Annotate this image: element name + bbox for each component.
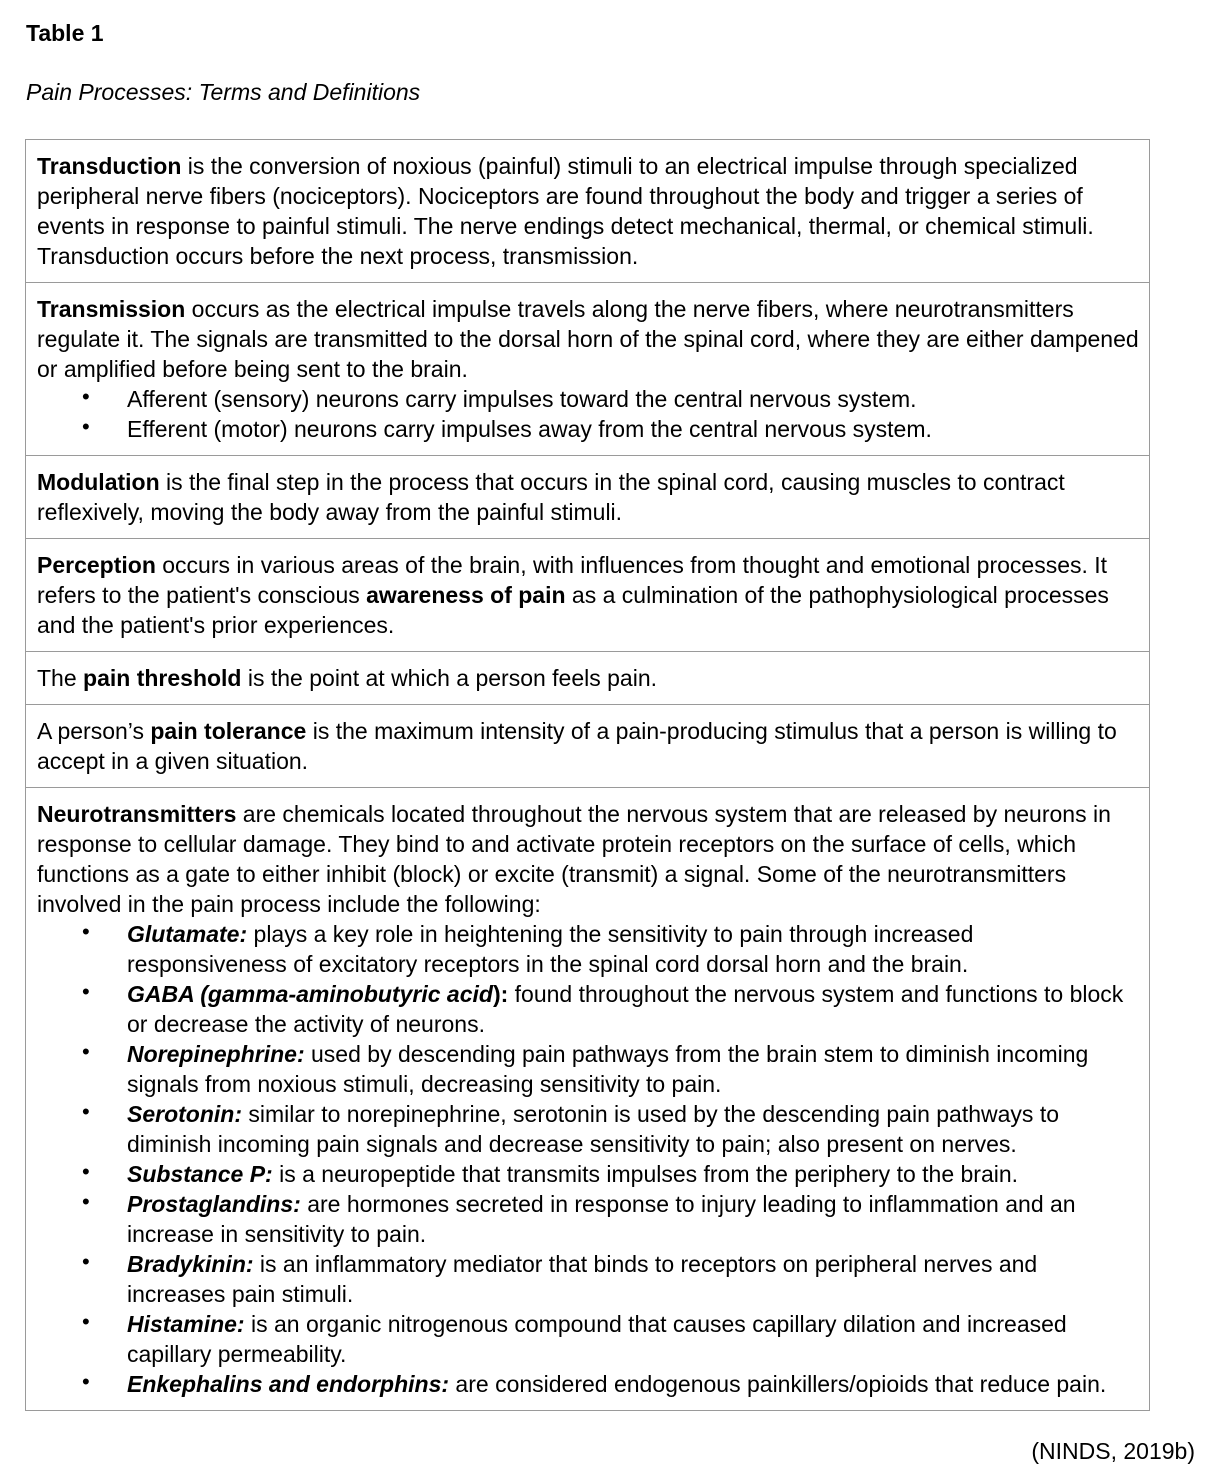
item-name: Bradykinin: [127, 1251, 254, 1277]
list-item-norepinephrine [37, 1039, 1139, 1099]
definition-neurotransmitters [37, 799, 1139, 919]
definition-transduction [37, 151, 1139, 271]
item-name: Serotonin: [127, 1101, 242, 1127]
item-desc: found throughout the nervous system and functions to block or decrease the activity of neurons. [127, 981, 1124, 1037]
table-row-transmission [26, 283, 1150, 456]
item-desc: similar to norepinephrine, serotonin is used by the descending pain pathways to diminish incoming pain signals and decrease sensitivity to pain; also present on nerves. [127, 1101, 1059, 1157]
item-desc: is an inflammatory mediator that binds to receptors on peripheral nerves and increases pain stimuli. [127, 1251, 1038, 1307]
term-perception: Perception [37, 552, 156, 578]
table-row-perception [26, 539, 1150, 652]
table-row-modulation [26, 456, 1150, 539]
neurotransmitter-list [37, 919, 1139, 1399]
definition-text: is the point at which a person feels pain. [241, 665, 658, 691]
table-row-transduction [26, 140, 1150, 283]
table-row-neurotransmitters [26, 788, 1150, 1411]
table-cell [26, 652, 1150, 705]
item-desc: plays a key role in heightening the sensitivity to pain through increased responsiveness of excitatory receptors in the spinal cord dorsal horn and the brain. [127, 921, 974, 977]
list-item-gaba [37, 979, 1139, 1039]
list-item-serotonin [37, 1099, 1139, 1159]
definition-text: occurs as the electrical impulse travels along the nerve fibers, where neurotransmitters regulate it. The signals are transmitted to the dorsal horn of the spinal cord, where they are either dampened or amplified before being sent to the brain. [37, 296, 1139, 382]
item-name: Substance P: [127, 1161, 273, 1187]
item-name: Enkephalins and endorphins: [127, 1371, 450, 1397]
definitions-table [25, 139, 1150, 1411]
citation: (NINDS, 2019b) [1031, 1438, 1195, 1464]
item-name: Histamine: [127, 1311, 245, 1337]
definition-text: as a culmination of the pathophysiological processes and the patient's prior experiences. [37, 582, 1109, 638]
list-item: • Afferent (sensory) neurons carry impulses toward the central nervous system. [37, 384, 1139, 414]
definition-text: is the maximum intensity of a pain-producing stimulus that a person is willing to accept in a given situation. [37, 718, 1117, 774]
definition-pain-threshold [37, 663, 1139, 693]
item-name-suffix: ): [492, 981, 509, 1007]
definition-prefix: A person’s [37, 718, 151, 744]
table-cell [26, 539, 1150, 652]
emphasis-awareness-of-pain: awareness of pain [366, 582, 566, 608]
term-neurotransmitters: Neurotransmitters [37, 801, 237, 827]
list-item-bradykinin [37, 1249, 1139, 1309]
item-name: Norepinephrine: [127, 1041, 305, 1067]
table-cell [26, 283, 1150, 456]
list-item-glutamate [37, 919, 1139, 979]
definition-text: is the conversion of noxious (painful) stimuli to an electrical impulse through specialized peripheral nerve fibers (nociceptors). Nociceptors are found throughout the body and trigger a series of events in response to painful stimuli. The nerve endings detect mechanical, thermal, or chemical stimuli. Transduction occurs before the next process, transmission. [37, 153, 1094, 269]
item-name: Prostaglandins: [127, 1191, 301, 1217]
table-row-pain-tolerance [26, 705, 1150, 788]
definition-text: is the final step in the process that occurs in the spinal cord, causing muscles to contract reflexively, moving the body away from the painful stimuli. [37, 469, 1065, 525]
item-desc: is an organic nitrogenous compound that causes capillary dilation and increased capillary permeability. [127, 1311, 1067, 1367]
item-desc: are hormones secreted in response to injury leading to inflammation and an increase in sensitivity to pain. [127, 1191, 1076, 1247]
item-desc: used by descending pain pathways from the brain stem to diminish incoming signals from noxious stimuli, decreasing sensitivity to pain. [127, 1041, 1089, 1097]
list-item-prostaglandins [37, 1189, 1139, 1249]
term-pain-threshold: pain threshold [83, 665, 242, 691]
transmission-bullet-list [37, 384, 1139, 444]
term-transduction: Transduction [37, 153, 182, 179]
table-cell [26, 456, 1150, 539]
item-name: Glutamate: [127, 921, 248, 947]
definition-modulation [37, 467, 1139, 527]
definition-text: occurs in various areas of the brain, with influences from thought and emotional processes. It refers to the patient's conscious [37, 552, 1108, 608]
definition-text: are chemicals located throughout the nervous system that are released by neurons in response to cellular damage. They bind to and activate protein receptors on the surface of cells, which functions as a gate to either inhibit (block) or excite (transmit) a signal. Some of the neurotransmitters involved in the pain process include the following: [37, 801, 1111, 917]
table-cell [26, 705, 1150, 788]
table-caption: Pain Processes: Terms and Definitions [26, 79, 421, 105]
item-name: GABA (gamma-aminobutyric acid [127, 981, 493, 1007]
definition-pain-tolerance [37, 716, 1139, 776]
definition-perception [37, 550, 1139, 640]
list-item: • Efferent (motor) neurons carry impulses away from the central nervous system. [37, 414, 1139, 444]
definition-transmission [37, 294, 1139, 384]
list-item-substance-p [37, 1159, 1139, 1189]
list-item-histamine [37, 1309, 1139, 1369]
list-item-enkephalins [37, 1369, 1139, 1399]
table-label: Table 1 [26, 20, 104, 46]
term-modulation: Modulation [37, 469, 160, 495]
item-desc: is a neuropeptide that transmits impulses from the periphery to the brain. [272, 1161, 1019, 1187]
term-pain-tolerance: pain tolerance [150, 718, 307, 744]
table-cell [26, 140, 1150, 283]
term-transmission: Transmission [37, 296, 186, 322]
definition-prefix: The [37, 665, 84, 691]
item-desc: are considered endogenous painkillers/opioids that reduce pain. [449, 1371, 1107, 1397]
table-row-pain-threshold [26, 652, 1150, 705]
table-cell [26, 788, 1150, 1411]
